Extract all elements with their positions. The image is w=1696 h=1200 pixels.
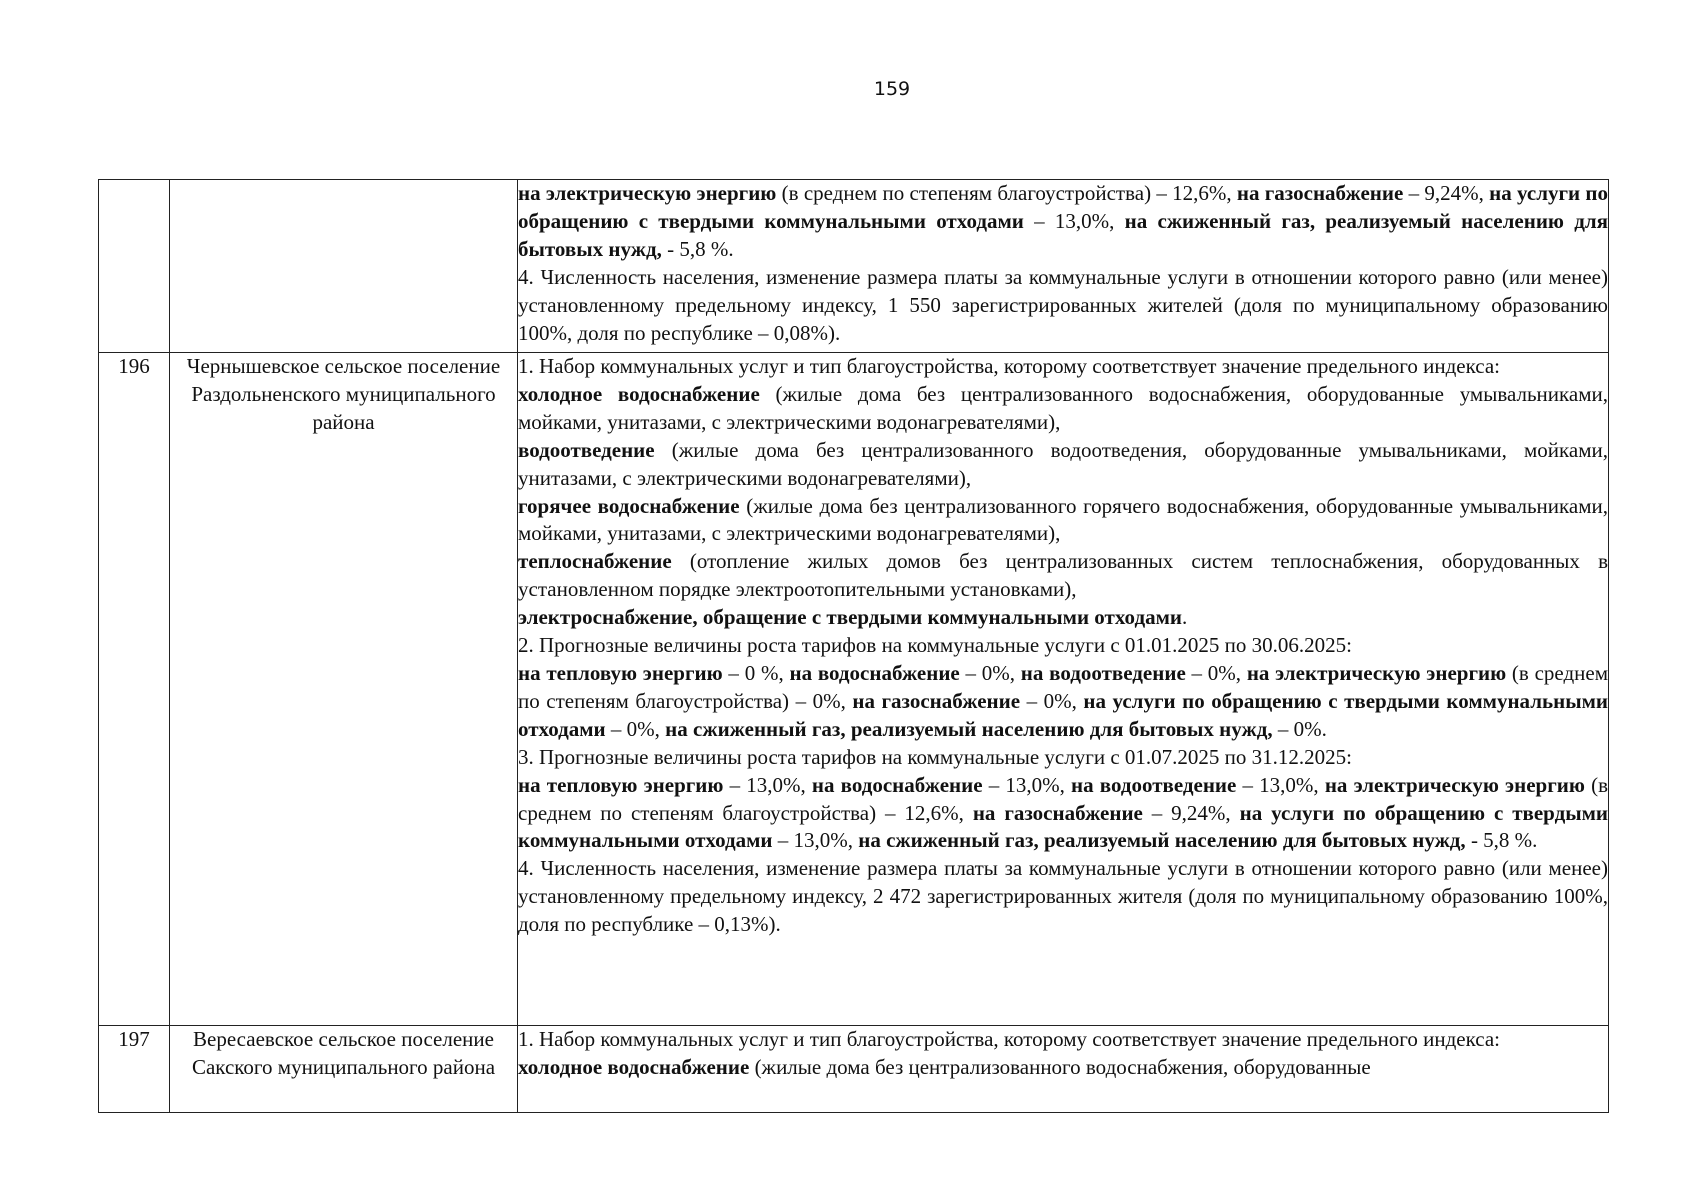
text-run: – 0 %,: [722, 660, 790, 685]
bold-text-run: на сжиженный газ, реализуемый населению для бытовых нужд,: [665, 716, 1273, 741]
text-run: (в среднем по степеням благоустройства) – 12,6%,: [518, 772, 1608, 825]
text-run: 4. Численность населения, изменение размера платы за коммунальные услуги в отношении которого равно (или менее) установленному предельному индексу, 1 550 зарегистрированных жителей (доля по муниципальному образованию 100%, доля по республике – 0,08%).: [518, 264, 1608, 345]
bold-text-run: на водоотведение: [1071, 772, 1237, 797]
bold-text-run: на газоснабжение: [972, 800, 1143, 825]
description-cell: [518, 353, 1609, 1026]
description-cell: [518, 1026, 1609, 1113]
municipality-cell: [170, 180, 518, 353]
text-run: 4. Численность населения, изменение размера платы за коммунальные услуги в отношении которого равно (или менее) установленному предельному индексу, 2 472 зарегистрированных жителя (доля по муниципальному образованию 100%, доля по республике – 0,13%).: [518, 856, 1608, 937]
bold-text-run: электроснабжение, обращение с твердыми коммунальными отходами: [518, 605, 1182, 630]
bold-text-run: на сжиженный газ, реализуемый населению для бытовых нужд,: [858, 828, 1466, 853]
text-run: – 9,24%,: [1142, 800, 1240, 825]
text-run: - 5,8 %.: [1465, 828, 1538, 853]
table-row: [99, 1026, 1609, 1113]
paragraph: [518, 548, 1608, 604]
bold-text-run: на электрическую энергию: [1246, 660, 1507, 685]
bold-text-run: холодное водоснабжение: [518, 1054, 750, 1079]
row-number-cell: [99, 180, 170, 353]
bold-text-run: на сжиженный газ, реализуемый населению для бытовых нужд,: [518, 208, 1608, 261]
bold-text-run: теплоснабжение: [518, 549, 672, 574]
text-run: (в среднем по степеням благоустройства) – 12,6%,: [776, 181, 1237, 205]
bold-text-run: на газоснабжение: [1236, 181, 1404, 205]
text-run: – 0%,: [1185, 660, 1247, 685]
paragraph: [518, 353, 1608, 381]
bold-text-run: горячее водоснабжение: [518, 493, 740, 518]
text-run: - 5,8 %.: [661, 236, 734, 261]
row-number-cell: 196: [99, 353, 170, 1026]
text-run: – 13,0%,: [723, 772, 812, 797]
text-run: (в среднем по степеням благоустройства) – 0%,: [518, 660, 1608, 713]
bold-text-run: на тепловую энергию: [518, 660, 723, 685]
row-number-cell: 197: [99, 1026, 170, 1113]
paragraph: [518, 632, 1608, 660]
text-run: (жилые дома без централизованного водоснабжения, оборудованные: [749, 1054, 1371, 1079]
text-run: – 0%,: [959, 660, 1021, 685]
table-row: [99, 180, 1609, 353]
page-number: 159: [873, 78, 911, 100]
bold-text-run: на услуги по обращению с твердыми коммунальными отходами: [518, 800, 1609, 853]
paragraph: [518, 264, 1608, 348]
paragraph: [518, 660, 1608, 744]
paragraph: [518, 855, 1608, 939]
text-run: – 13,0%,: [772, 828, 859, 853]
paragraph: [518, 437, 1608, 493]
bold-text-run: на электрическую энергию: [518, 181, 777, 205]
paragraph: [518, 744, 1608, 772]
paragraph: [518, 1026, 1608, 1054]
description-cell: [518, 180, 1609, 353]
bold-text-run: на электрическую энергию: [1324, 772, 1585, 797]
paragraph: [518, 381, 1608, 437]
text-run: – 9,24%,: [1403, 181, 1490, 205]
text-run: (жилые дома без централизованного горячего водоснабжения, оборудованные умывальниками, мойками, унитазами, с электрическими водонагревателями),: [518, 493, 1608, 546]
text-run: – 13,0%,: [982, 772, 1071, 797]
municipality-cell: Чернышевское сельское поселение Раздольненского муниципального района: [170, 353, 518, 1026]
text-run: – 13,0%,: [1023, 208, 1125, 233]
bold-text-run: на газоснабжение: [852, 688, 1021, 713]
text-run: – 13,0%,: [1236, 772, 1325, 797]
bold-text-run: на водоснабжение: [811, 772, 983, 797]
bold-text-run: на услуги по обращению с твердыми коммунальными отходами: [518, 688, 1609, 741]
bold-text-run: на водоотведение: [1020, 660, 1186, 685]
tariff-table: [98, 179, 1609, 1113]
paragraph: [518, 493, 1608, 549]
table-row: [99, 353, 1609, 1026]
text-run: 1. Набор коммунальных услуг и тип благоустройства, которому соответствует значение предельного индекса:: [518, 1027, 1500, 1051]
paragraph: [518, 604, 1608, 632]
paragraph: [518, 180, 1608, 264]
paragraph: [518, 1054, 1608, 1082]
bold-text-run: на услуги по обращению с твердыми коммунальными отходами: [518, 181, 1608, 233]
text-run: (жилые дома без централизованного водоснабжения, оборудованные умывальниками, мойками, унитазами, с электрическими водонагревателями),: [518, 381, 1608, 434]
text-run: 3. Прогнозные величины роста тарифов на коммунальные услуги с 01.07.2025 по 31.12.2025:: [518, 744, 1352, 769]
text-run: (отопление жилых домов без централизованных систем теплоснабжения, оборудованных в установленном порядке электроотопительными установками),: [518, 549, 1608, 602]
municipality-cell: Вересаевское сельское поселение Сакского муниципального района: [170, 1026, 518, 1113]
bold-text-run: холодное водоснабжение: [518, 381, 760, 406]
text-run: – 0%,: [605, 716, 666, 741]
text-run: .: [1181, 605, 1188, 630]
bold-text-run: водоотведение: [518, 437, 655, 462]
text-run: – 0%.: [1272, 716, 1327, 741]
bold-text-run: на тепловую энергию: [518, 772, 724, 797]
text-run: – 0%,: [1020, 688, 1084, 713]
text-run: 1. Набор коммунальных услуг и тип благоустройства, которому соответствует значение предельного индекса:: [518, 354, 1500, 378]
text-run: 2. Прогнозные величины роста тарифов на коммунальные услуги с 01.01.2025 по 30.06.2025:: [518, 633, 1352, 658]
paragraph: [518, 772, 1608, 856]
bold-text-run: на водоснабжение: [789, 660, 960, 685]
text-run: (жилые дома без централизованного водоотведения, оборудованные умывальниками, мойками, унитазами, с электрическими водонагревателями),: [518, 437, 1608, 490]
